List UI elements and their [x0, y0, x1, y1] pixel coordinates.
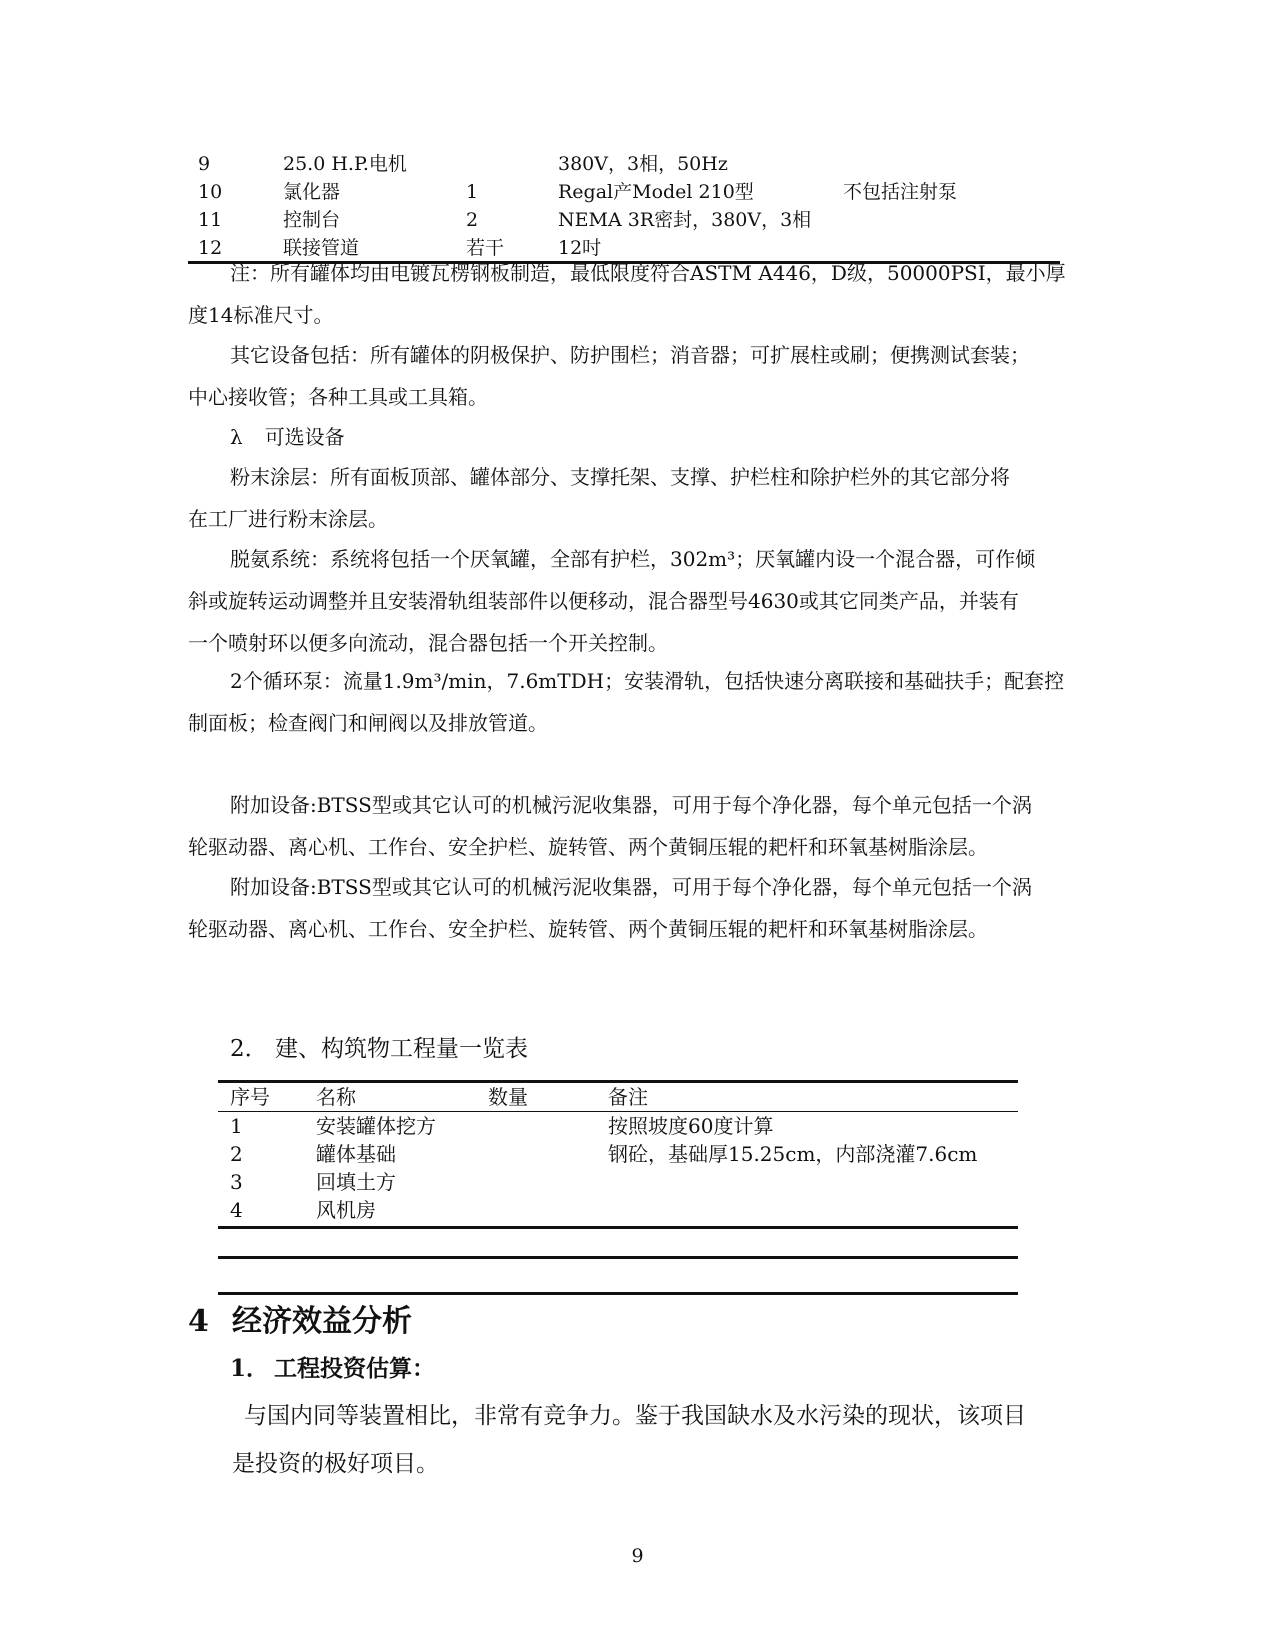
chapter-heading: 4 经济效益分析: [188, 1304, 412, 1339]
table-row: 4 风机房: [230, 1198, 376, 1222]
bullet: λ: [230, 425, 243, 449]
note-paragraph: 注：所有罐体均由电镀瓦楞钢板制造，最低限度符合ASTM A446，D级，50000PSI，最小厚 度14标准尺寸。: [188, 261, 1066, 327]
table-rule: [218, 1256, 1018, 1259]
table-bottom-rule: [218, 1226, 1018, 1229]
table-row: 9 25.0 H.P.电机 380V，3相，50Hz: [198, 153, 728, 175]
section-subtitle: 2． 建、构筑物工程量一览表: [230, 1036, 528, 1062]
table-row: 10 氯化器 1 Regal产Model 210型 不包括注射泵: [198, 181, 958, 203]
additional-equipment-paragraph: 附加设备:BTSS型或其它认可的机械污泥收集器，可用于每个净化器，每个单元包括一个涡 轮驱动器、离心机、工作台、安全护栏、旋转管、两个黄铜压辊的耙杆和环氧基树脂涂层。: [188, 875, 1032, 941]
additional-equipment-paragraph: 附加设备:BTSS型或其它认可的机械污泥收集器，可用于每个净化器，每个单元包括一个涡 轮驱动器、离心机、工作台、安全护栏、旋转管、两个黄铜压辊的耙杆和环氧基树脂涂层。: [188, 793, 1032, 859]
powder-coating-paragraph: 粉末涂层：所有面板顶部、罐体部分、支撑托架、支撑、护栏柱和除护栏外的其它部分将 在工厂进行粉末涂层。: [188, 465, 1010, 531]
optional-equipment-heading: λ 可选设备: [230, 425, 345, 449]
table-row: 2 罐体基础 钢砼，基础厚15.25cm，内部浇灌7.6cm: [230, 1142, 978, 1166]
table-row: 3 回填土方: [230, 1170, 396, 1194]
table-row: 1 安装罐体挖方 按照坡度60度计算: [230, 1114, 774, 1138]
conclusion-paragraph: 与国内同等装置相比，非常有竞争力。鉴于我国缺水及水污染的现状，该项目 是投资的极好项目。: [232, 1403, 1026, 1477]
section-heading: 1． 工程投资估算：: [230, 1355, 435, 1382]
equipment-table: [188, 150, 1058, 262]
table-row: 12 联接管道 若干 12吋: [198, 237, 602, 259]
table-row: 11 控制台 2 NEMA 3R密封，380V，3相: [198, 209, 812, 231]
table-rule: [218, 1292, 1018, 1295]
pump-paragraph: 2个循环泵：流量1.9m³/min，7.6mTDH；安装滑轨，包括快速分离联接和基础扶手；配套控 制面板；检查阀门和闸阀以及排放管道。: [188, 669, 1065, 735]
table-header: 序号 名称 数量 备注: [218, 1083, 1018, 1112]
other-equipment-paragraph: 其它设备包括：所有罐体的阴极保护、防护围栏；消音器；可扩展柱或刷；便携测试套装； 中心接收管；各种工具或工具箱。: [188, 343, 1030, 409]
deammonia-paragraph: 脱氨系统：系统将包括一个厌氧罐，全部有护栏，302m³；厌氧罐内设一个混合器，可作倾 斜或旋转运动调整并且安装滑轨组装部件以便移动，混合器型号4630或其它同类产品，并装有 一个喷射环以便多向流动，混合器包括一个开关控制。: [188, 547, 1036, 655]
page-number: 9: [631, 1545, 644, 1567]
